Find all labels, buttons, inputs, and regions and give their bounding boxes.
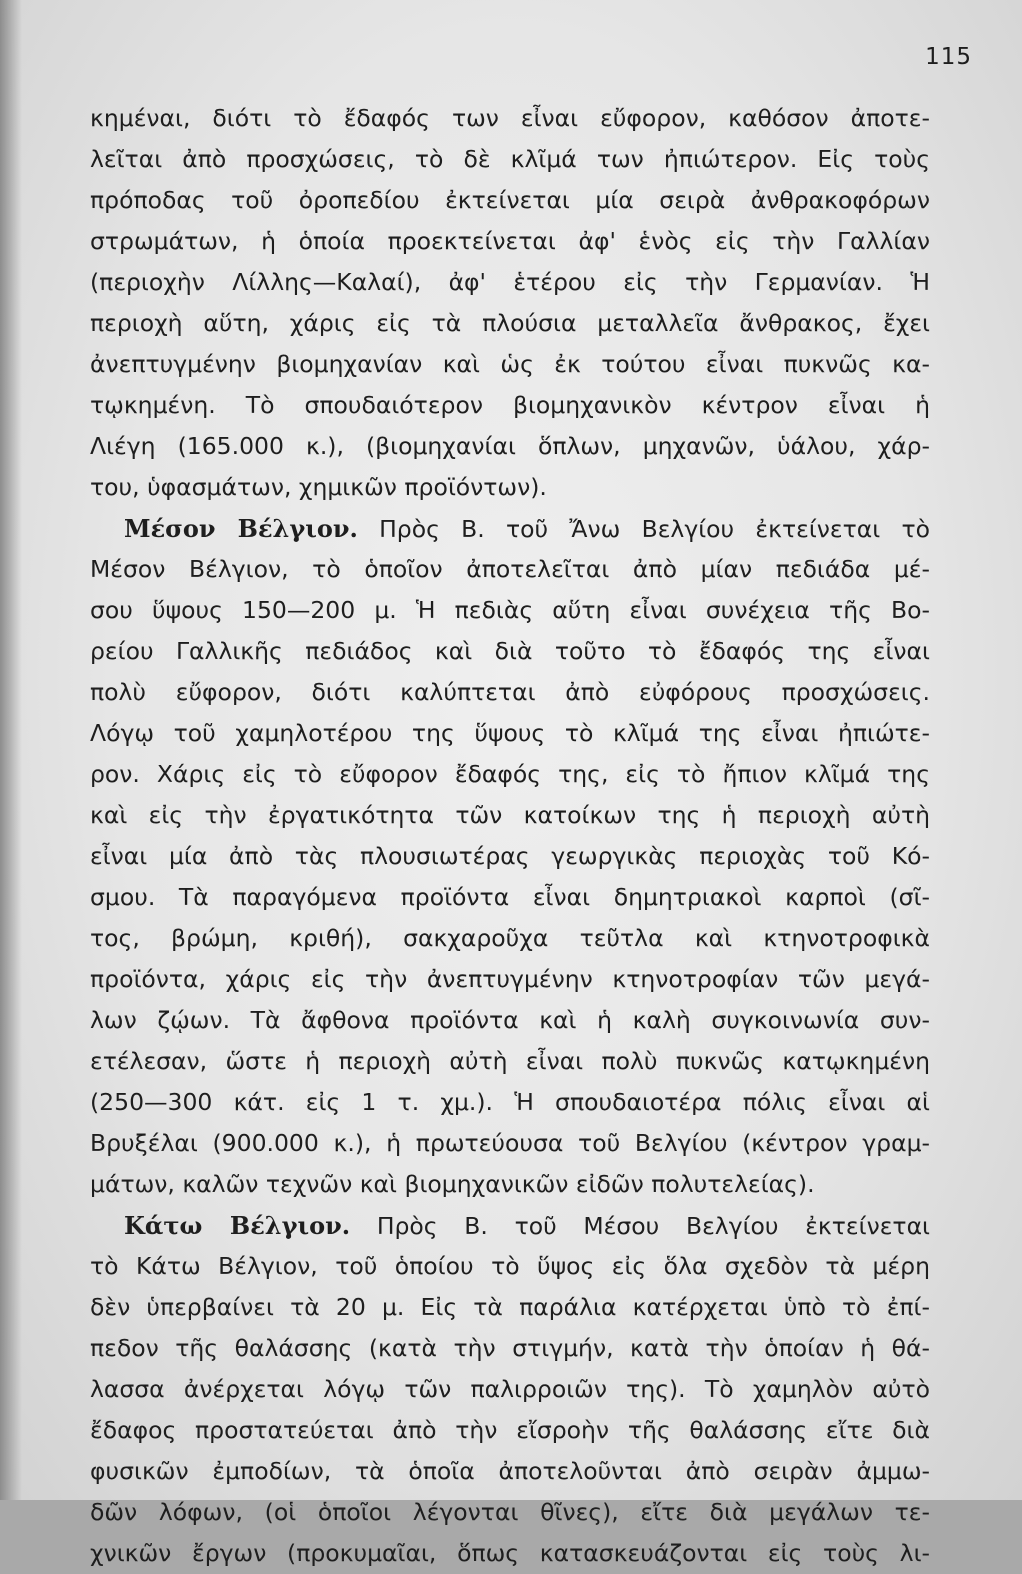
page-number: 115 <box>925 44 972 70</box>
text-line <box>90 1041 930 1082</box>
text-line <box>90 262 930 303</box>
line-text: ρείου Γαλλικῆς πεδιάδος καὶ διὰ τοῦτο τὸ ἔδαφός της εἶναι <box>90 637 930 665</box>
body-text <box>90 98 930 1574</box>
line-text: πεδον τῆς θαλάσσης (κατὰ τὴν στιγμήν, κατὰ τὴν ὁποίαν ἡ θά- <box>90 1334 930 1362</box>
text-line <box>90 467 930 508</box>
text-line <box>90 713 930 754</box>
line-text: φυσικῶν ἐμποδίων, τὰ ὁποῖα ἀποτελοῦνται ἀπὸ σειρὰν ἀμμω- <box>90 1457 930 1485</box>
line-text: μάτων, καλῶν τεχνῶν καὶ βιομηχανικῶν εἰδῶν πολυτελείας). <box>90 1170 815 1198</box>
text-line <box>90 672 930 713</box>
line-text: Λόγῳ τοῦ χαμηλοτέρου της ὕψους τὸ κλῖμά της εἶναι ἠπιώτε- <box>90 719 930 747</box>
text-line <box>90 549 930 590</box>
text-line <box>90 959 930 1000</box>
line-text: ἀνεπτυγμένην βιομηχανίαν καὶ ὡς ἐκ τούτου εἶναι πυκνῶς κα- <box>90 350 930 378</box>
line-text: εἶναι μία ἀπὸ τὰς πλουσιωτέρας γεωργικὰς περιοχὰς τοῦ Κό- <box>90 842 930 870</box>
text-line <box>90 180 930 221</box>
text-line <box>90 877 930 918</box>
line-text: ετέλεσαν, ὥστε ἡ περιοχὴ αὐτὴ εἶναι πολὺ πυκνῶς κατῳκημένη <box>90 1047 930 1075</box>
text-line <box>90 1451 930 1492</box>
text-line <box>90 1123 930 1164</box>
line-text: πρόποδας τοῦ ὀροπεδίου ἐκτείνεται μία σειρὰ ἀνθρακοφόρων <box>90 186 930 214</box>
text-line <box>90 1533 930 1574</box>
text-line <box>90 1410 930 1451</box>
section-heading: Μέσον Βέλγιον. <box>124 514 358 543</box>
text-line <box>90 98 930 139</box>
text-line <box>90 385 930 426</box>
line-text: του, ὑφασμάτων, χημικῶν προϊόντων). <box>90 473 547 501</box>
line-text: (250—300 κάτ. εἰς 1 τ. χμ.). Ἡ σπουδαιοτέρα πόλις εἶναι αἱ <box>90 1088 930 1116</box>
text-line <box>90 139 930 180</box>
text-line <box>90 754 930 795</box>
text-line <box>90 1000 930 1041</box>
line-text: ἔδαφος προστατεύεται ἀπὸ τὴν εἴσροὴν τῆς θαλάσσης εἴτε διὰ <box>90 1416 930 1444</box>
line-text: σου ὕψους 150—200 μ. Ἡ πεδιὰς αὕτη εἶναι συνέχεια τῆς Βο- <box>90 596 930 624</box>
line-text: στρωμάτων, ἡ ὁποία προεκτείνεται ἀφ' ἑνὸς εἰς τὴν Γαλλίαν <box>90 227 930 255</box>
line-text: χνικῶν ἔργων (προκυμαῖαι, ὅπως κατασκευάζονται εἰς τοὺς λι- <box>90 1539 930 1567</box>
text-line <box>90 1082 930 1123</box>
line-text: δῶν λόφων, (οἱ ὁποῖοι λέγονται θῖνες), εἴτε διὰ μεγάλων τε- <box>90 1498 930 1526</box>
line-text: τὸ Κάτω Βέλγιον, τοῦ ὁποίου τὸ ὕψος εἰς ὅλα σχεδὸν τὰ μέρη <box>90 1252 930 1280</box>
text-line <box>90 1205 930 1246</box>
text-line <box>90 426 930 467</box>
text-line <box>90 1328 930 1369</box>
text-line <box>90 1492 930 1533</box>
line-text: λεῖται ἀπὸ προσχώσεις, τὸ δὲ κλῖμά των ἠπιώτερον. Εἰς τοὺς <box>90 145 930 173</box>
line-text: καὶ εἰς τὴν ἐργατικότητα τῶν κατοίκων της ἡ περιοχὴ αὐτὴ <box>90 801 930 829</box>
line-text: πολὺ εὔφορον, διότι καλύπτεται ἀπὸ εὐφόρους προσχώσεις. <box>90 678 930 706</box>
text-line <box>90 836 930 877</box>
line-text: ρον. Χάρις εἰς τὸ εὔφορον ἔδαφός της, εἰς τὸ ἤπιον κλῖμά της <box>90 760 930 788</box>
line-text: δὲν ὑπερβαίνει τὰ 20 μ. Εἰς τὰ παράλια κατέρχεται ὑπὸ τὸ ἐπί- <box>90 1293 930 1321</box>
line-text: τῳκημένη. Τὸ σπουδαιότερον βιομηχανικὸν κέντρον εἶναι ἡ <box>90 391 930 419</box>
text-line <box>90 918 930 959</box>
text-line <box>90 344 930 385</box>
line-text: Βρυξέλαι (900.000 κ.), ἡ πρωτεύουσα τοῦ Βελγίου (κέντρον γραμ- <box>90 1129 930 1157</box>
text-line <box>90 1287 930 1328</box>
text-line <box>90 303 930 344</box>
line-text: τος, βρώμη, κριθή), σακχαροῦχα τεῦτλα καὶ κτηνοτροφικὰ <box>90 924 930 952</box>
section-heading: Κάτω Βέλγιον. <box>124 1211 351 1240</box>
text-line <box>90 631 930 672</box>
text-line <box>90 1164 930 1205</box>
text-line <box>90 590 930 631</box>
line-text: Λιέγη (165.000 κ.), (βιομηχανίαι ὅπλων, μηχανῶν, ὑάλου, χάρ- <box>90 432 930 460</box>
line-text: κημέναι, διότι τὸ ἔδαφός των εἶναι εὔφορον, καθόσον ἀποτε- <box>90 104 930 132</box>
text-line <box>90 508 930 549</box>
line-text: λων ζῴων. Τὰ ἄφθονα προϊόντα καὶ ἡ καλὴ συγκοινωνία συν- <box>90 1006 930 1034</box>
line-text: λασσα ἀνέρχεται λόγῳ τῶν παλιρροιῶν της). Τὸ χαμηλὸν αὐτὸ <box>90 1375 930 1403</box>
line-text: περιοχὴ αὕτη, χάρις εἰς τὰ πλούσια μεταλλεῖα ἄνθρακος, ἔχει <box>90 309 930 337</box>
line-text: σμου. Τὰ παραγόμενα προϊόντα εἶναι δημητριακοὶ καρποὶ (σῖ- <box>90 883 930 911</box>
line-text: Μέσον Βέλγιον, τὸ ὁποῖον ἀποτελεῖται ἀπὸ μίαν πεδιάδα μέ- <box>90 555 930 583</box>
text-line <box>90 221 930 262</box>
line-text: προϊόντα, χάρις εἰς τὴν ἀνεπτυγμένην κτηνοτροφίαν τῶν μεγά- <box>90 965 930 993</box>
line-text: Πρὸς Β. τοῦ Ἄνω Βελγίου ἐκτείνεται τὸ <box>357 515 930 543</box>
text-line <box>90 1246 930 1287</box>
text-line <box>90 1369 930 1410</box>
text-line <box>90 795 930 836</box>
line-text: (περιοχὴν Λίλλης—Καλαί), ἀφ' ἑτέρου εἰς τὴν Γερμανίαν. Ἡ <box>90 268 930 296</box>
line-text: Πρὸς Β. τοῦ Μέσου Βελγίου ἐκτείνεται <box>350 1212 930 1240</box>
page-edge-shadow <box>0 0 22 1500</box>
